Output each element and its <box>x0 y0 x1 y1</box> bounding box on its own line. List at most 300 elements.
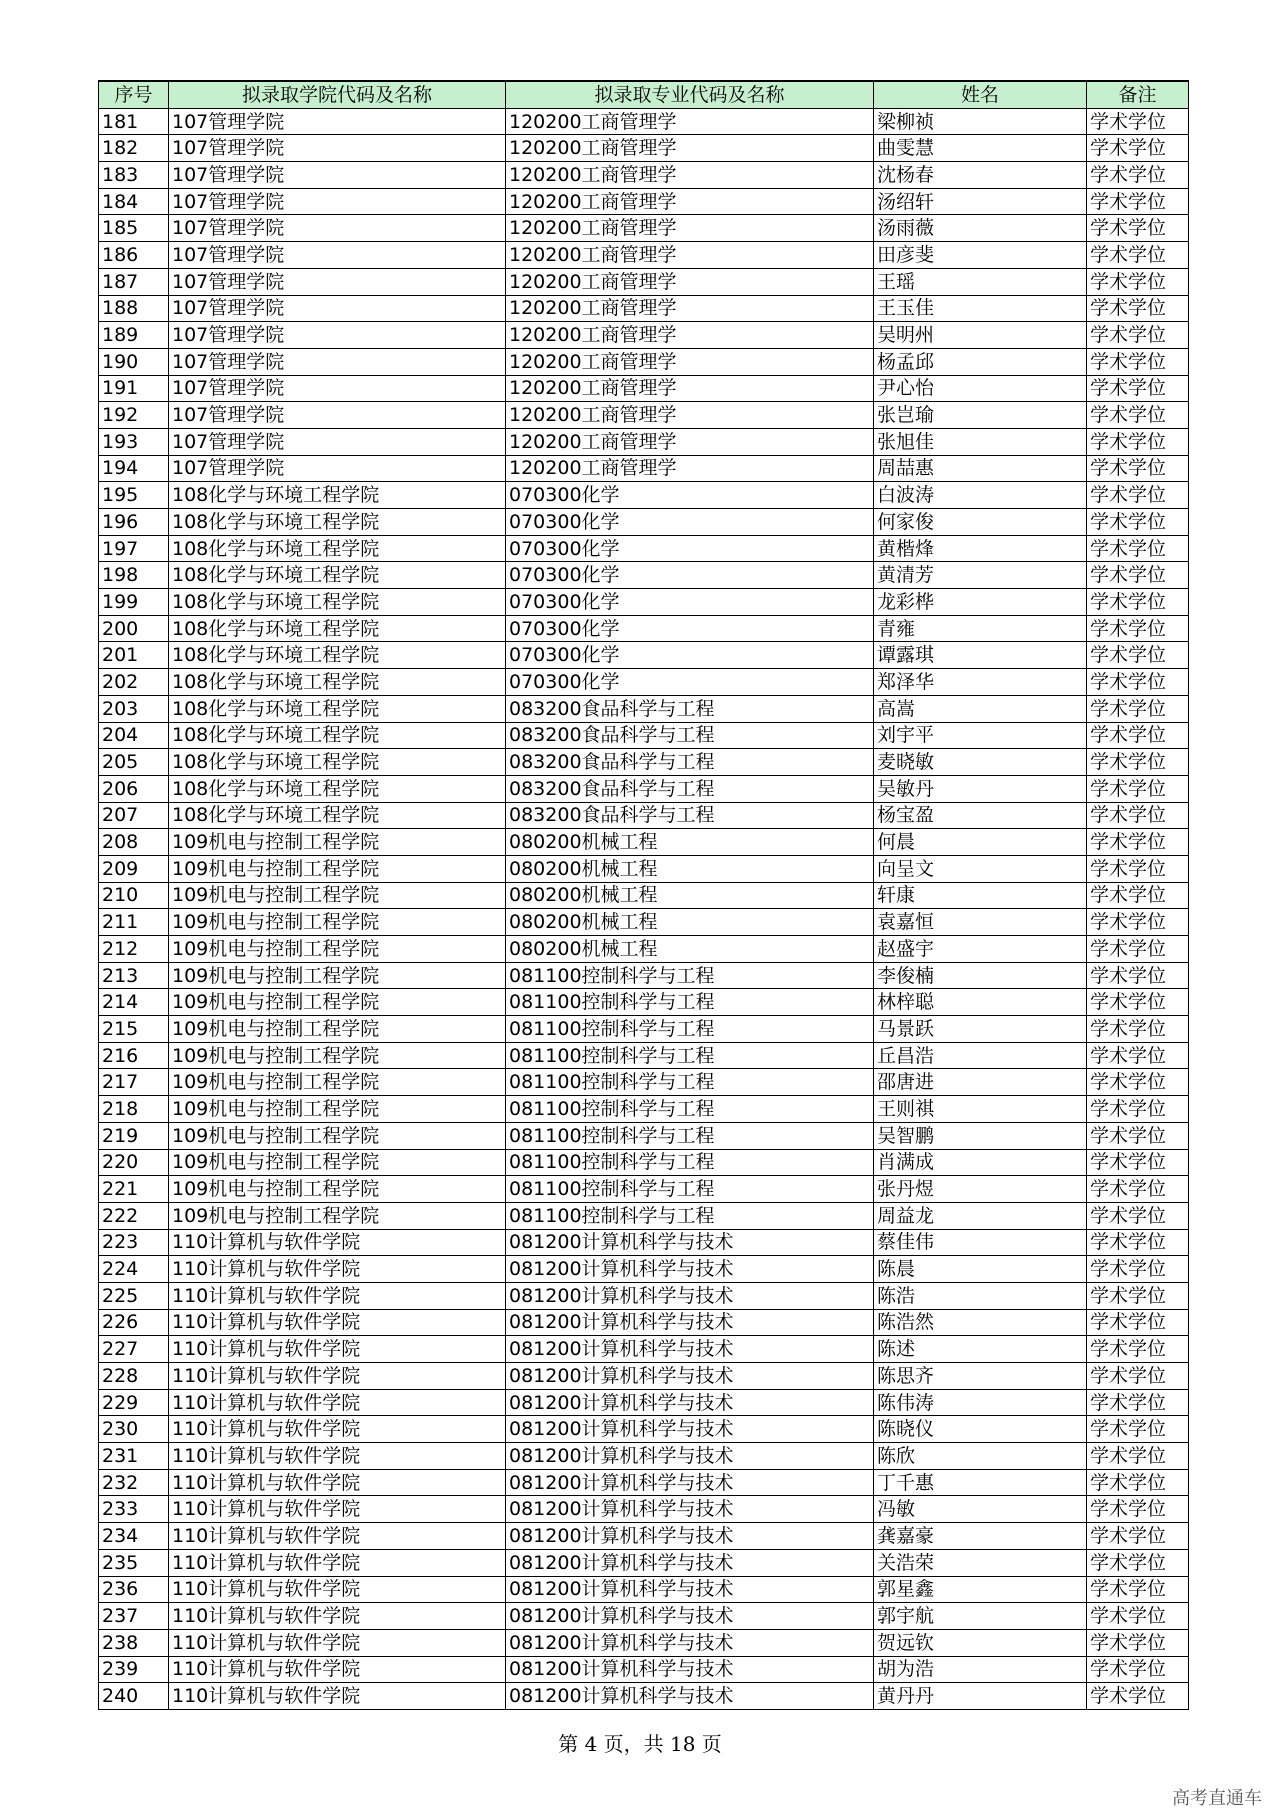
table-row <box>99 535 1189 562</box>
cell-serial-number: 186 <box>99 242 169 269</box>
cell-remark: 学术学位 <box>1087 108 1189 135</box>
cell-serial-number: 185 <box>99 215 169 242</box>
table-row <box>99 1282 1189 1309</box>
table-row <box>99 1363 1189 1390</box>
cell-major: 083200食品科学与工程 <box>506 749 874 776</box>
cell-college: 110计算机与软件学院 <box>169 1256 506 1283</box>
cell-college: 110计算机与软件学院 <box>169 1229 506 1256</box>
cell-college: 109机电与控制工程学院 <box>169 989 506 1016</box>
cell-college: 109机电与控制工程学院 <box>169 1016 506 1043</box>
cell-serial-number: 240 <box>99 1683 169 1710</box>
cell-serial-number: 190 <box>99 348 169 375</box>
table-row <box>99 108 1189 135</box>
table-row <box>99 1069 1189 1096</box>
cell-college: 107管理学院 <box>169 402 506 429</box>
table-row <box>99 775 1189 802</box>
cell-name: 陈晓仪 <box>874 1416 1087 1443</box>
table-header <box>99 81 1189 108</box>
cell-college: 108化学与环境工程学院 <box>169 669 506 696</box>
cell-serial-number: 213 <box>99 962 169 989</box>
cell-college: 108化学与环境工程学院 <box>169 802 506 829</box>
cell-college: 110计算机与软件学院 <box>169 1363 506 1390</box>
cell-name: 麦晓敏 <box>874 749 1087 776</box>
cell-major: 081100控制科学与工程 <box>506 1202 874 1229</box>
cell-college: 109机电与控制工程学院 <box>169 909 506 936</box>
cell-remark: 学术学位 <box>1087 855 1189 882</box>
cell-serial-number: 229 <box>99 1389 169 1416</box>
cell-major: 081200计算机科学与技术 <box>506 1496 874 1523</box>
cell-college: 107管理学院 <box>169 135 506 162</box>
cell-serial-number: 234 <box>99 1523 169 1550</box>
admission-table-container <box>98 80 1188 1710</box>
cell-serial-number: 221 <box>99 1176 169 1203</box>
table-row <box>99 188 1189 215</box>
cell-college: 107管理学院 <box>169 188 506 215</box>
cell-college: 107管理学院 <box>169 242 506 269</box>
cell-major: 080200机械工程 <box>506 829 874 856</box>
cell-remark: 学术学位 <box>1087 1069 1189 1096</box>
cell-remark: 学术学位 <box>1087 242 1189 269</box>
cell-major: 083200食品科学与工程 <box>506 802 874 829</box>
cell-remark: 学术学位 <box>1087 1496 1189 1523</box>
cell-college: 110计算机与软件学院 <box>169 1443 506 1470</box>
cell-serial-number: 224 <box>99 1256 169 1283</box>
cell-remark: 学术学位 <box>1087 882 1189 909</box>
cell-major: 081200计算机科学与技术 <box>506 1443 874 1470</box>
cell-remark: 学术学位 <box>1087 909 1189 936</box>
cell-major: 120200工商管理学 <box>506 215 874 242</box>
cell-major: 070300化学 <box>506 615 874 642</box>
cell-name: 沈杨春 <box>874 162 1087 189</box>
cell-remark: 学术学位 <box>1087 295 1189 322</box>
cell-college: 110计算机与软件学院 <box>169 1496 506 1523</box>
cell-remark: 学术学位 <box>1087 1629 1189 1656</box>
table-row <box>99 1603 1189 1630</box>
cell-remark: 学术学位 <box>1087 135 1189 162</box>
cell-serial-number: 192 <box>99 402 169 429</box>
cell-major: 070300化学 <box>506 482 874 509</box>
cell-name: 袁嘉恒 <box>874 909 1087 936</box>
cell-major: 081100控制科学与工程 <box>506 989 874 1016</box>
cell-serial-number: 204 <box>99 722 169 749</box>
cell-remark: 学术学位 <box>1087 802 1189 829</box>
cell-college: 109机电与控制工程学院 <box>169 936 506 963</box>
cell-remark: 学术学位 <box>1087 1549 1189 1576</box>
admission-table <box>98 80 1189 1710</box>
cell-serial-number: 218 <box>99 1096 169 1123</box>
cell-serial-number: 216 <box>99 1042 169 1069</box>
cell-serial-number: 184 <box>99 188 169 215</box>
table-row <box>99 749 1189 776</box>
cell-major: 080200机械工程 <box>506 855 874 882</box>
cell-serial-number: 209 <box>99 855 169 882</box>
cell-remark: 学术学位 <box>1087 1229 1189 1256</box>
cell-college: 108化学与环境工程学院 <box>169 509 506 536</box>
cell-name: 马景跃 <box>874 1016 1087 1043</box>
cell-college: 110计算机与软件学院 <box>169 1629 506 1656</box>
cell-name: 陈浩然 <box>874 1309 1087 1336</box>
table-row <box>99 348 1189 375</box>
cell-remark: 学术学位 <box>1087 775 1189 802</box>
table-row <box>99 1629 1189 1656</box>
cell-remark: 学术学位 <box>1087 1122 1189 1149</box>
table-row <box>99 1416 1189 1443</box>
cell-major: 120200工商管理学 <box>506 135 874 162</box>
cell-remark: 学术学位 <box>1087 642 1189 669</box>
cell-remark: 学术学位 <box>1087 1576 1189 1603</box>
cell-name: 曲雯慧 <box>874 135 1087 162</box>
table-row <box>99 562 1189 589</box>
cell-college: 107管理学院 <box>169 295 506 322</box>
cell-serial-number: 227 <box>99 1336 169 1363</box>
cell-college: 109机电与控制工程学院 <box>169 829 506 856</box>
cell-major: 081200计算机科学与技术 <box>506 1229 874 1256</box>
cell-name: 龙彩桦 <box>874 589 1087 616</box>
cell-college: 107管理学院 <box>169 215 506 242</box>
cell-name: 黄丹丹 <box>874 1683 1087 1710</box>
cell-college: 110计算机与软件学院 <box>169 1683 506 1710</box>
cell-college: 108化学与环境工程学院 <box>169 482 506 509</box>
header-remark: 备注 <box>1087 81 1189 108</box>
cell-serial-number: 238 <box>99 1629 169 1656</box>
cell-serial-number: 189 <box>99 322 169 349</box>
cell-serial-number: 226 <box>99 1309 169 1336</box>
table-row <box>99 135 1189 162</box>
cell-serial-number: 235 <box>99 1549 169 1576</box>
table-row <box>99 295 1189 322</box>
table-row <box>99 375 1189 402</box>
table-row <box>99 1229 1189 1256</box>
cell-major: 120200工商管理学 <box>506 242 874 269</box>
cell-major: 081100控制科学与工程 <box>506 962 874 989</box>
cell-major: 083200食品科学与工程 <box>506 695 874 722</box>
cell-serial-number: 198 <box>99 562 169 589</box>
cell-serial-number: 193 <box>99 428 169 455</box>
cell-major: 081200计算机科学与技术 <box>506 1363 874 1390</box>
table-row <box>99 909 1189 936</box>
cell-major: 070300化学 <box>506 535 874 562</box>
table-row <box>99 1443 1189 1470</box>
cell-name: 汤绍轩 <box>874 188 1087 215</box>
cell-college: 110计算机与软件学院 <box>169 1656 506 1683</box>
table-row <box>99 882 1189 909</box>
table-row <box>99 669 1189 696</box>
cell-major: 120200工商管理学 <box>506 188 874 215</box>
cell-major: 120200工商管理学 <box>506 322 874 349</box>
table-row <box>99 962 1189 989</box>
cell-major: 120200工商管理学 <box>506 455 874 482</box>
table-row <box>99 509 1189 536</box>
cell-remark: 学术学位 <box>1087 455 1189 482</box>
cell-college: 109机电与控制工程学院 <box>169 882 506 909</box>
header-major: 拟录取专业代码及名称 <box>506 81 874 108</box>
table-row <box>99 1042 1189 1069</box>
cell-college: 107管理学院 <box>169 268 506 295</box>
cell-name: 贺远钦 <box>874 1629 1087 1656</box>
cell-remark: 学术学位 <box>1087 215 1189 242</box>
cell-name: 汤雨薇 <box>874 215 1087 242</box>
cell-remark: 学术学位 <box>1087 509 1189 536</box>
cell-remark: 学术学位 <box>1087 1256 1189 1283</box>
cell-name: 陈晨 <box>874 1256 1087 1283</box>
cell-remark: 学术学位 <box>1087 1042 1189 1069</box>
table-row <box>99 1389 1189 1416</box>
cell-serial-number: 206 <box>99 775 169 802</box>
table-row <box>99 589 1189 616</box>
cell-major: 120200工商管理学 <box>506 348 874 375</box>
cell-serial-number: 203 <box>99 695 169 722</box>
cell-serial-number: 200 <box>99 615 169 642</box>
cell-major: 080200机械工程 <box>506 909 874 936</box>
cell-major: 081100控制科学与工程 <box>506 1149 874 1176</box>
cell-major: 120200工商管理学 <box>506 402 874 429</box>
cell-remark: 学术学位 <box>1087 962 1189 989</box>
header-college: 拟录取学院代码及名称 <box>169 81 506 108</box>
cell-name: 杨孟邱 <box>874 348 1087 375</box>
cell-remark: 学术学位 <box>1087 1469 1189 1496</box>
cell-serial-number: 208 <box>99 829 169 856</box>
header-serial-number: 序号 <box>99 81 169 108</box>
cell-serial-number: 197 <box>99 535 169 562</box>
cell-name: 王则祺 <box>874 1096 1087 1123</box>
cell-major: 080200机械工程 <box>506 882 874 909</box>
cell-name: 何家俊 <box>874 509 1087 536</box>
cell-college: 107管理学院 <box>169 322 506 349</box>
cell-remark: 学术学位 <box>1087 589 1189 616</box>
table-row <box>99 1656 1189 1683</box>
cell-serial-number: 183 <box>99 162 169 189</box>
table-row <box>99 242 1189 269</box>
cell-college: 109机电与控制工程学院 <box>169 855 506 882</box>
cell-serial-number: 201 <box>99 642 169 669</box>
cell-name: 胡为浩 <box>874 1656 1087 1683</box>
cell-college: 109机电与控制工程学院 <box>169 1202 506 1229</box>
cell-major: 120200工商管理学 <box>506 268 874 295</box>
cell-college: 108化学与环境工程学院 <box>169 615 506 642</box>
cell-major: 081200计算机科学与技术 <box>506 1549 874 1576</box>
cell-name: 周喆惠 <box>874 455 1087 482</box>
cell-name: 肖满成 <box>874 1149 1087 1176</box>
cell-remark: 学术学位 <box>1087 1389 1189 1416</box>
cell-major: 081100控制科学与工程 <box>506 1176 874 1203</box>
header-name: 姓名 <box>874 81 1087 108</box>
cell-major: 070300化学 <box>506 589 874 616</box>
cell-name: 黄楷烽 <box>874 535 1087 562</box>
cell-name: 陈欣 <box>874 1443 1087 1470</box>
cell-remark: 学术学位 <box>1087 428 1189 455</box>
cell-remark: 学术学位 <box>1087 482 1189 509</box>
cell-remark: 学术学位 <box>1087 535 1189 562</box>
table-row <box>99 615 1189 642</box>
cell-remark: 学术学位 <box>1087 695 1189 722</box>
cell-name: 高嵩 <box>874 695 1087 722</box>
cell-major: 081100控制科学与工程 <box>506 1096 874 1123</box>
table-row <box>99 1256 1189 1283</box>
cell-serial-number: 231 <box>99 1443 169 1470</box>
table-row <box>99 1176 1189 1203</box>
cell-major: 120200工商管理学 <box>506 375 874 402</box>
table-row <box>99 1576 1189 1603</box>
cell-remark: 学术学位 <box>1087 936 1189 963</box>
cell-name: 龚嘉豪 <box>874 1523 1087 1550</box>
cell-remark: 学术学位 <box>1087 1096 1189 1123</box>
table-row <box>99 936 1189 963</box>
cell-college: 110计算机与软件学院 <box>169 1282 506 1309</box>
table-row <box>99 1122 1189 1149</box>
cell-major: 081200计算机科学与技术 <box>506 1629 874 1656</box>
cell-major: 081200计算机科学与技术 <box>506 1576 874 1603</box>
cell-college: 107管理学院 <box>169 375 506 402</box>
cell-name: 吴明州 <box>874 322 1087 349</box>
cell-serial-number: 181 <box>99 108 169 135</box>
cell-serial-number: 207 <box>99 802 169 829</box>
cell-college: 109机电与控制工程学院 <box>169 1069 506 1096</box>
cell-major: 070300化学 <box>506 562 874 589</box>
cell-name: 丁千惠 <box>874 1469 1087 1496</box>
cell-serial-number: 194 <box>99 455 169 482</box>
cell-remark: 学术学位 <box>1087 1683 1189 1710</box>
cell-name: 杨宝盈 <box>874 802 1087 829</box>
cell-name: 李俊楠 <box>874 962 1087 989</box>
cell-remark: 学术学位 <box>1087 1016 1189 1043</box>
cell-remark: 学术学位 <box>1087 1202 1189 1229</box>
cell-college: 109机电与控制工程学院 <box>169 1149 506 1176</box>
cell-major: 081100控制科学与工程 <box>506 1042 874 1069</box>
table-row <box>99 455 1189 482</box>
cell-remark: 学术学位 <box>1087 375 1189 402</box>
cell-remark: 学术学位 <box>1087 322 1189 349</box>
table-row <box>99 215 1189 242</box>
cell-name: 邵唐进 <box>874 1069 1087 1096</box>
cell-college: 109机电与控制工程学院 <box>169 962 506 989</box>
cell-name: 周益龙 <box>874 1202 1087 1229</box>
cell-serial-number: 211 <box>99 909 169 936</box>
cell-serial-number: 237 <box>99 1603 169 1630</box>
cell-name: 白波涛 <box>874 482 1087 509</box>
cell-name: 陈伟涛 <box>874 1389 1087 1416</box>
cell-serial-number: 220 <box>99 1149 169 1176</box>
table-row <box>99 829 1189 856</box>
cell-remark: 学术学位 <box>1087 162 1189 189</box>
table-row <box>99 1016 1189 1043</box>
cell-major: 081200计算机科学与技术 <box>506 1683 874 1710</box>
cell-name: 郑泽华 <box>874 669 1087 696</box>
cell-name: 向呈文 <box>874 855 1087 882</box>
cell-remark: 学术学位 <box>1087 1656 1189 1683</box>
cell-major: 081200计算机科学与技术 <box>506 1256 874 1283</box>
cell-name: 蔡佳伟 <box>874 1229 1087 1256</box>
cell-serial-number: 217 <box>99 1069 169 1096</box>
cell-serial-number: 214 <box>99 989 169 1016</box>
cell-remark: 学术学位 <box>1087 1443 1189 1470</box>
cell-name: 陈述 <box>874 1336 1087 1363</box>
cell-college: 110计算机与软件学院 <box>169 1549 506 1576</box>
cell-college: 109机电与控制工程学院 <box>169 1042 506 1069</box>
cell-name: 尹心怡 <box>874 375 1087 402</box>
cell-name: 轩康 <box>874 882 1087 909</box>
cell-college: 108化学与环境工程学院 <box>169 722 506 749</box>
cell-name: 林梓聪 <box>874 989 1087 1016</box>
table-row <box>99 482 1189 509</box>
cell-serial-number: 215 <box>99 1016 169 1043</box>
cell-serial-number: 196 <box>99 509 169 536</box>
table-row <box>99 802 1189 829</box>
table-row <box>99 855 1189 882</box>
cell-serial-number: 236 <box>99 1576 169 1603</box>
cell-serial-number: 239 <box>99 1656 169 1683</box>
cell-name: 陈思齐 <box>874 1363 1087 1390</box>
cell-remark: 学术学位 <box>1087 1309 1189 1336</box>
cell-remark: 学术学位 <box>1087 1363 1189 1390</box>
cell-major: 081200计算机科学与技术 <box>506 1309 874 1336</box>
cell-name: 谭露琪 <box>874 642 1087 669</box>
cell-college: 109机电与控制工程学院 <box>169 1122 506 1149</box>
cell-college: 108化学与环境工程学院 <box>169 562 506 589</box>
cell-major: 081200计算机科学与技术 <box>506 1282 874 1309</box>
cell-major: 081200计算机科学与技术 <box>506 1523 874 1550</box>
cell-major: 120200工商管理学 <box>506 162 874 189</box>
cell-serial-number: 195 <box>99 482 169 509</box>
cell-college: 108化学与环境工程学院 <box>169 775 506 802</box>
cell-major: 120200工商管理学 <box>506 428 874 455</box>
cell-remark: 学术学位 <box>1087 402 1189 429</box>
cell-name: 张丹煜 <box>874 1176 1087 1203</box>
cell-remark: 学术学位 <box>1087 1282 1189 1309</box>
cell-name: 梁柳祯 <box>874 108 1087 135</box>
cell-name: 青雍 <box>874 615 1087 642</box>
cell-college: 110计算机与软件学院 <box>169 1523 506 1550</box>
cell-remark: 学术学位 <box>1087 348 1189 375</box>
table-row <box>99 1496 1189 1523</box>
cell-major: 081200计算机科学与技术 <box>506 1656 874 1683</box>
cell-name: 黄清芳 <box>874 562 1087 589</box>
cell-serial-number: 222 <box>99 1202 169 1229</box>
cell-college: 110计算机与软件学院 <box>169 1576 506 1603</box>
page-footer: 第 4 页，共 18 页 <box>558 1732 722 1756</box>
cell-college: 107管理学院 <box>169 162 506 189</box>
cell-remark: 学术学位 <box>1087 669 1189 696</box>
cell-college: 107管理学院 <box>169 428 506 455</box>
cell-major: 120200工商管理学 <box>506 108 874 135</box>
cell-serial-number: 219 <box>99 1122 169 1149</box>
table-row <box>99 162 1189 189</box>
cell-serial-number: 205 <box>99 749 169 776</box>
cell-major: 083200食品科学与工程 <box>506 775 874 802</box>
cell-remark: 学术学位 <box>1087 1176 1189 1203</box>
cell-college: 109机电与控制工程学院 <box>169 1096 506 1123</box>
cell-remark: 学术学位 <box>1087 989 1189 1016</box>
cell-name: 赵盛宇 <box>874 936 1087 963</box>
table-row <box>99 989 1189 1016</box>
cell-remark: 学术学位 <box>1087 1416 1189 1443</box>
cell-college: 110计算机与软件学院 <box>169 1603 506 1630</box>
cell-name: 郭星鑫 <box>874 1576 1087 1603</box>
cell-major: 081200计算机科学与技术 <box>506 1416 874 1443</box>
table-row <box>99 402 1189 429</box>
cell-name: 吴敏丹 <box>874 775 1087 802</box>
cell-name: 关浩荣 <box>874 1549 1087 1576</box>
cell-serial-number: 191 <box>99 375 169 402</box>
cell-major: 081200计算机科学与技术 <box>506 1389 874 1416</box>
cell-major: 081100控制科学与工程 <box>506 1016 874 1043</box>
cell-remark: 学术学位 <box>1087 1336 1189 1363</box>
cell-college: 110计算机与软件学院 <box>169 1336 506 1363</box>
table-row <box>99 428 1189 455</box>
cell-college: 108化学与环境工程学院 <box>169 749 506 776</box>
table-body <box>99 108 1189 1709</box>
cell-college: 110计算机与软件学院 <box>169 1416 506 1443</box>
cell-remark: 学术学位 <box>1087 749 1189 776</box>
